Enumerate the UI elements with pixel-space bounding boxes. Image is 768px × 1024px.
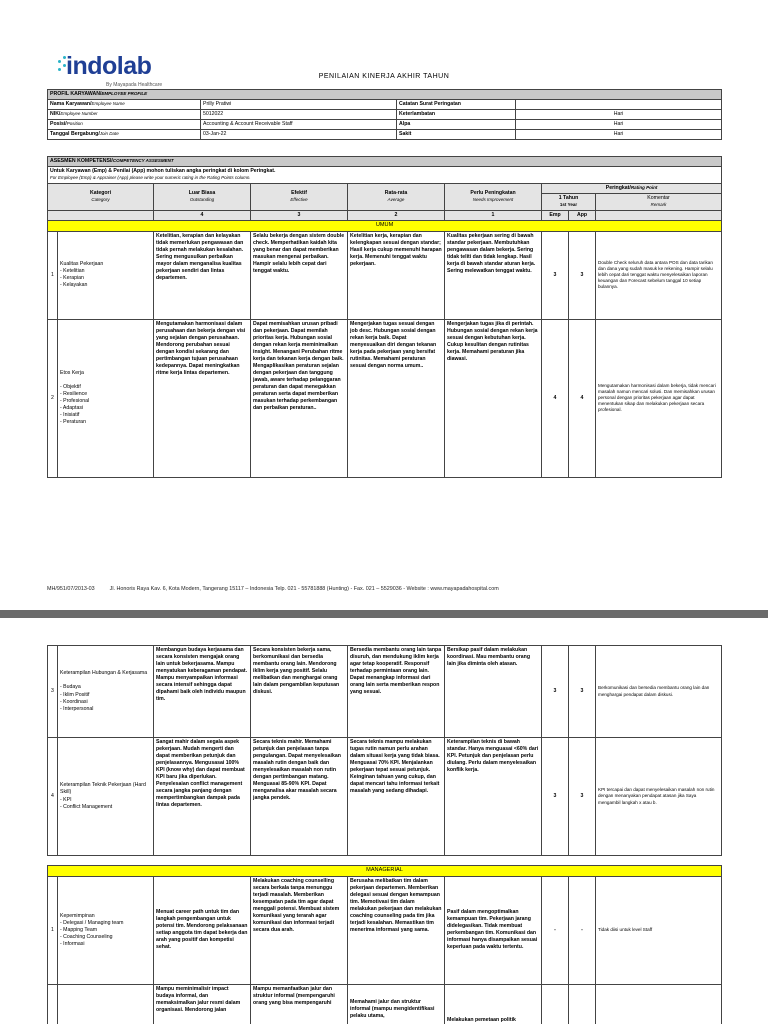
document-title: PENILAIAN KINERJA AKHIR TAHUN bbox=[318, 73, 450, 80]
category-cell: Etos Kerja - Objektif - Resilience - Profesional - Adaptasi - Inisiatif - Peraturan bbox=[58, 319, 154, 477]
page-footer: MH/951/07/2013-03 Jl. Honoris Raya Kav. 6, Kota Modern, Tangerang 15117 – Indonesia Telp. 021 - 55781888 (Hunting) - Fax. 021 – 5529036 - Website : www.mayapadahospital.com bbox=[47, 586, 499, 592]
competency-row: Mampu meminimalisir impact budaya informal, dan memaksimalkan jalur resmi dalam organisasi. Mendorong jalan Mampu memanfaatkan jalur dan struktur informal (mempengaruhi orang yang bisa mempengaruhi Memahami jalur dan struktur informal (mampu mengidentifikasi pelaku utama, Melakukan pemetaan politik bbox=[48, 984, 722, 1024]
category-cell: Kepemimpinan - Delegasi / Managing team - Mapping Team - Coaching Counseling - Informasi bbox=[58, 876, 154, 984]
app-rating[interactable]: 3 bbox=[569, 231, 596, 319]
profile-row: Nama Karyawan/Employee Name Prilly Pratiwi Catatan Surat Peringatan bbox=[48, 100, 722, 110]
competency-row: 1 Kualitas Pekerjaan - Ketelitian - Kerapian - Kelayakan Ketelitian, kerapian dan kelayakan tidak memerlukan pengawasan dan tidak pernah melakukan kesalahan. Sering mengusulkan perbaikan mayor dalam menganalisa kualitas pekerjaan sendiri dan lintas departemen. Selalu bekerja dengan sistem double check. Memperhatikan kaidah kita yang benar dan dapat memberikan masukan mengenai perbaikan. Hampir selalu lebih cepat dari tenggat waktu. Ketelitian kerja, kerapian dan kelengkapan sesuai dengan standar; Hasil kerja cukup memenuhi harapan kerja. Memenuhi tenggat waktu pekerjaan. Kualitas pekerjaan sering di bawah standar pekerjaan. Membutuhkan pengawasan dalam bekerja. Sering tidak teliti dan tidak lengkap. Hasil kerja di bawah standar aturan kerja. Sering melewatkan tenggat waktu. 3 3 Double Check seluruh data antara POS dan data tarikan dan dana yang sudah masuk ke rekening. Hampir selalu lebih cepat dari tenggat waktu menyelesaikan laporan keuangan dan Forecast sebelum tanggal 10 setiap bulannya. bbox=[48, 231, 722, 319]
rating-point-header: Peringkat/Rating Point bbox=[542, 184, 722, 194]
remark-cell[interactable]: Mengutamakan harmonisasi dalam bekerja, tidak mencari masalah namun mencari solusi. Dan memisahkan urusan personal dengan prioritas pekerjaan agar dapat menentukan sikap dan melakukan pekerjaan secara profesional. bbox=[596, 319, 722, 477]
competency-row: 3 Keterampilan Hubungan & Kerjasama - Budaya - Iklim Positif - Koordinasi - Interpersonal Membangun budaya kerjasama dan secara konsisten mengajak orang lain untuk bekerjasama. Mampu menyatukan keberagaman pendapat. Mampu menyampaikan informasi secara intensif sehingga dapat dipahami baik oleh individu maupun tim. Secara konsisten bekerja sama, berkomunikasi dan bersedia membantu orang lain. Mendorong iklim kerja yang positif. Selalu melibatkan dan menghargai orang lain dalam pengambilan keputusan diskusi. Bersedia membantu orang lain tanpa disuruh, dan mendukung iklim kerja agar tetap kooperatif. Responsif terhadap permintaan orang lain. Dapat menangkap informasi dari orang lain serta memberikan respon yang sesuai. Bersikap pasif dalam melakukan koordinasi. Mau membantu orang lain jika diminta oleh atasan. 3 3 Berkomunikasi dan bersedia membantu orang lain dan menghargai pendapat dalam diskusi. bbox=[48, 646, 722, 738]
competency-row: 1 Kepemimpinan - Delegasi / Managing team - Mapping Team - Coaching Counseling - Informasi Menuat career path untuk tim dan langkah pengembangan untuk potensi tim. Mendorong pelaksanaan setiap anggota tim dapat bekerja dan arah yang positif dan kompetisi sehat. Melakukan coaching counselling secara berkala tanpa menunggu terjadi masalah. Memberikan kesempatan pada tim agar dapat menggali potensi. Membuat sistem komunikasi yang terarah agar komunikasi dan informasi terjadi secara dua arah. Berusaha melibatkan tim dalam pekerjaan departemen. Memberikan delegasi sesuai dengan kemampuan tim. Memotivasi tim dalam melakukan pekerjaan dan melakukan coaching counseling pada tim jika terjadi kesalahan. Memastikan tim menerima informasi yang sama. Pasif dalam mengoptimalkan kemampuan tim. Pekerjaan jarang didelegasikan. Tidak membuat perkembangan tim. Komunikasi dan informasi hanya disampaikan sesuai keperluan pada waktu tertentu. - - Tidak diisi untuk level Staff bbox=[48, 876, 722, 984]
competency-row: 4 Keterampilan Teknik Pekerjaan (Hard Skill) - KPI - Conflict Management Sangat mahir dalam segala aspek pekerjaan. Mudah mengerti dan dapat memberikan petunjuk dan penjelasannya. Mengusasai 100% KPI (know why) dan dapat membuat KPI baru jika diperlukan. Penyelesaian conflict management secara jangka panjang dengan mempertimbangkan dampak pada lintas departemen. Secara teknis mahir. Memahami petunjuk dan penjelasan tanpa pengulangan. Dapat menyelesaikan masalah rutin dengan baik dan menyelesaikan masalah non rutin dengan pertimbangan matang. Menguasai 85-90% KPI. Dapat menganalisa akar masalah secara jangka pendek. Secara teknis mampu melakukan tugas rutin namun perlu arahan dalam situasi kerja yang tidak biasa. Menguasai 70% KPI. Menjalankan pekerjaan tepat sesuai petunjuk. Keinginan tahuan yang cukup, dan dapat mencari tahu informasi terkait masalah yang sedang dihadapi. Keterampilan teknis di bawah standar. Hanya menguasai <60% dari KPI. Petunjuk dan penjelasan perlu diulang. Perlu dalam menyelesaikan konflik kerja. 3 3 KPI tercapai dan dapat menyelesaikan masalah non rutin dengan menanyakan pendapat atasan jika Saya mengambil langkah x atau b. bbox=[48, 738, 722, 856]
level-4-header: Luar Biasa Outstanding bbox=[154, 184, 251, 211]
employee-number-value: 5012022 bbox=[201, 110, 397, 120]
category-cell: Keterampilan Hubungan & Kerjasama - Budaya - Iklim Positif - Koordinasi - Interpersonal bbox=[58, 646, 154, 738]
category-cell: Keterampilan Teknik Pekerjaan (Hard Skill) - KPI - Conflict Management bbox=[58, 738, 154, 856]
emp-rating[interactable]: 4 bbox=[542, 319, 569, 477]
emp-rating[interactable]: 3 bbox=[542, 738, 569, 856]
emp-rating[interactable]: 3 bbox=[542, 646, 569, 738]
section-umum: UMUM bbox=[48, 221, 722, 232]
level-2-header: Rata-rata Average bbox=[348, 184, 445, 211]
category-header: Kategori Category bbox=[48, 184, 154, 211]
remark-cell[interactable]: KPI tercapai dan dapat menyelesaikan masalah non rutin dengan menanyakan pendapat atasan jika Saya mengambil langkah x atau b. bbox=[596, 738, 722, 856]
app-rating[interactable]: 3 bbox=[569, 646, 596, 738]
app-rating[interactable] bbox=[569, 984, 596, 1024]
section-managerial: MANAGERIAL bbox=[48, 866, 722, 877]
emp-rating[interactable] bbox=[542, 984, 569, 1024]
page-2 bbox=[0, 618, 768, 1024]
emp-rating[interactable]: 3 bbox=[542, 231, 569, 319]
profile-section-header: PROFIL KARYAWAN/EMPLOYEE PROFILE bbox=[48, 90, 722, 100]
competency-row: 2 Etos Kerja - Objektif - Resilience - Profesional - Adaptasi - Inisiatif - Peraturan Mengutamakan harmonisasi dalam perusahaan dan bekerja dengan visi yang sejalan dengan perusahaan. Mendorong perubahan sesuai dengan kondisi sekarang dan pertimbangan tujuan perusahaan kedepannya. Dapat meningkatkan ritme kerja lintas departemen. Dapat memisahkan urusan pribadi dan pekerjaan. Dapat memilah prioritas kerja. Hubungan sosial dengan rekan kerja meminimalkan insight. Menangani Perubahan ritme kerja dan tekanan kerja dengan baik. Mengaplikasikan peraturan sejalan dengan pekerjaan dan tanggung jawab, aware terhadap pelanggaran peraturan dan dapat menegakkan peraturan serta dapat memberikan masukan terhadap perkembangan dan perbaikan peraturan.. Mengerjakan tugas sesuai dengan job desc. Hubungan sosial dengan rekan kerja baik. Dapat menyesuaikan diri dengan tekanan kerja pada pekerjaan yang bersifat rutinitas. Memahami peraturan sesuai dengan norma umum.. Mengerjakan tugas jika di perintah. Hubungan sosial dengan rekan kerja sesuai dengan kebutuhan kerja. Cukup kesulitan dengan rutinitas kerja. Memahami peraturan jika diawasi. 4 4 Mengutamakan harmonisasi dalam bekerja, tidak mencari masalah namun mencari solusi. Dan memisahkan urusan personal dengan prioritas pekerjaan agar dapat menentukan sikap dan melakukan pekerjaan secara profesional. bbox=[48, 319, 722, 477]
remark-cell[interactable]: Tidak diisi untuk level Staff bbox=[596, 876, 722, 984]
profile-row: Posisi/Position Accounting & Account Receivable Staff Alpa Hari bbox=[48, 120, 722, 130]
app-rating[interactable]: 4 bbox=[569, 319, 596, 477]
competency-assessment-table: ASESMEN KOMPETENSI/COMPETENCY ASSESMENT Untuk Karyawan (Emp) & Penilai (App) mohon tuliskan angka peringkat di kolom Peringkat. For Employee (Emp) & Appraiser (App) please write your numeric rating in the Rating Points column. Kategori Category Luar Biasa Outstanding Efektif Effective Rata-rata Average Perlu Peningkatan Needs Improvement Peringkat/Rating Point 1 Tahun 1st Year Komentar Remark 4 3 2 1 Emp App UMUM 1 Kualitas Pekerjaan - Ketelitian - Kerapian - Kelayakan Ketelitian, kerapian dan kelayakan tidak memerlukan pengawasan dan tidak pernah melakukan kesalahan. Sering mengusulkan perbaikan mayor dalam menganalisa kualitas pekerjaan sendiri dan lintas departemen. Selalu bekerja dengan sistem double check. Memperhatikan kaidah kita yang benar dan dapat memberikan masukan mengenai perbaikan. Hampir selalu lebih cepat dari tenggat waktu. Ketelitian kerja, kerapian dan kelengkapan sesuai dengan standar; Hasil kerja cukup memenuhi harapan kerja. Memenuhi tenggat waktu pekerjaan. Kualitas pekerjaan sering di bawah standar pekerjaan. Membutuhkan pengawasan dalam bekerja. Sering tidak teliti dan tidak lengkap. Hasil kerja di bawah standar aturan kerja. Sering melewatkan tenggat waktu. 3 3 Double Check seluruh data antara POS dan data tarikan dan dana yang sudah masuk ke rekening. Hampir selalu lebih cepat dari tenggat waktu menyelesaikan laporan keuangan dan Forecast sebelum tanggal 10 setiap bulannya. 2 Etos Kerja - Objektif - Resilience - Profesional - Adaptasi - Inisiatif - Peraturan Mengutamakan harmonisasi dalam perusahaan dan bekerja dengan visi yang sejalan dengan perusahaan. Mendorong perubahan sesuai dengan kondisi sekarang dan pertimbangan tujuan perusahaan kedepannya. Dapat meningkatkan ritme kerja lintas departemen. Dapat memisahkan urusan pribadi dan pekerjaan. Dapat memilah prioritas kerja. Hubungan sosial dengan rekan kerja meminimalkan insight. Menangani Perubahan ritme kerja dan tekanan kerja dengan baik. Mengaplikasikan peraturan sejalan dengan pekerjaan dan tanggung jawab, aware terhadap pelanggaran peraturan dan dapat menegakkan peraturan serta dapat memberikan masukan terhadap perkembangan dan perbaikan peraturan.. Mengerjakan tugas sesuai dengan job desc. Hubungan sosial dengan rekan kerja baik. Dapat menyesuaikan diri dengan tekanan kerja pada pekerjaan yang bersifat rutinitas. Memahami peraturan sesuai dengan norma umum.. Mengerjakan tugas jika di perintah. Hubungan sosial dengan rekan kerja sesuai dengan kebutuhan kerja. Cukup kesulitan dengan rutinitas kerja. Memahami peraturan jika diawasi. 4 4 Mengutamakan harmonisasi dalam bekerja, tidak mencari masalah namun mencari solusi. Dan memisahkan urusan personal dengan prioritas pekerjaan agar dapat menentukan sikap dan melakukan pekerjaan secara profesional. bbox=[47, 156, 722, 478]
profile-row: NIK/Employee Number 5012022 Keterlambatan Hari bbox=[48, 110, 722, 120]
employee-name-value: Prilly Pratiwi bbox=[201, 100, 397, 110]
join-date-value: 03-Jan-22 bbox=[201, 130, 397, 140]
remark-cell[interactable]: Berkomunikasi dan bersedia membantu orang lain dan menghargai pendapat dalam diskusi. bbox=[596, 646, 722, 738]
remark-header: Komentar Remark bbox=[596, 194, 722, 211]
level-1-header: Perlu Peningkatan Needs Improvement bbox=[445, 184, 542, 211]
assessment-instruction: Untuk Karyawan (Emp) & Penilai (App) mohon tuliskan angka peringkat di kolom Peringkat. For Employee (Emp) & Appraiser (App) please write your numeric rating in the Rating Points column. bbox=[48, 167, 722, 184]
category-cell: Kualitas Pekerjaan - Ketelitian - Kerapian - Kelayakan bbox=[58, 231, 154, 319]
logo-text: indolab bbox=[66, 52, 152, 80]
indolab-logo bbox=[58, 52, 198, 92]
app-rating[interactable]: - bbox=[569, 876, 596, 984]
logo-subtitle: By Mayapada Healthcare bbox=[106, 82, 163, 88]
level-3-header: Efektif Effective bbox=[251, 184, 348, 211]
remark-cell[interactable] bbox=[596, 984, 722, 1024]
position-value: Accounting & Account Receivable Staff bbox=[201, 120, 397, 130]
remark-cell[interactable]: Double Check seluruh data antara POS dan data tarikan dan dana yang sudah masuk ke rekening. Hampir selalu lebih cepat dari tenggat waktu menyelesaikan laporan keuangan dan Forecast sebelum tanggal 10 setiap bulannya. bbox=[596, 231, 722, 319]
year-header: 1 Tahun 1st Year bbox=[542, 194, 596, 211]
competency-assessment-table-continued bbox=[47, 645, 722, 1024]
emp-rating[interactable]: - bbox=[542, 876, 569, 984]
app-rating[interactable]: 3 bbox=[569, 738, 596, 856]
assessment-section-header: ASESMEN KOMPETENSI/COMPETENCY ASSESMENT bbox=[48, 157, 722, 167]
profile-row: Tanggal Bergabung/Join Date 03-Jan-22 Sakit Hari bbox=[48, 130, 722, 140]
employee-profile-table bbox=[47, 89, 722, 140]
category-cell bbox=[58, 984, 154, 1024]
